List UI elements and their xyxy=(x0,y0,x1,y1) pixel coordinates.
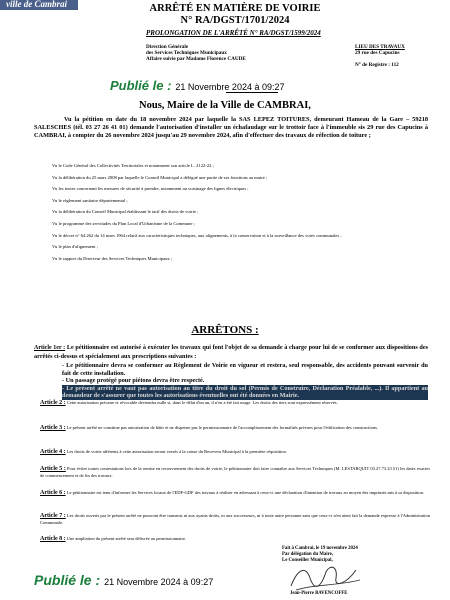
signature-place-date: Fait à Cambrai, le 19 novembre 2024 xyxy=(282,546,358,551)
article-6 xyxy=(40,490,430,497)
article-3 xyxy=(40,425,430,432)
title-line-1: ARRÊTÉ EN MATIÈRE DE VOIRIE xyxy=(149,3,321,14)
published-date-bottom: 21 Novembre 2024 à 09:27 xyxy=(104,577,214,587)
article-1-text: Le pétitionnaire est autorisé à exécuter les travaux qui font l'objet de sa demande à charge pour lui de se conformer aux dispositions des arrêtés ci-dessus et spécialement aux prescriptions suivantes : xyxy=(34,344,429,360)
location-block xyxy=(355,44,450,69)
published-label: Publié le : xyxy=(110,78,172,93)
city-logo-text: ville de Cambrai xyxy=(6,0,67,9)
location-label: LIEU DES TRAVAUX xyxy=(355,44,405,50)
handwritten-signature xyxy=(286,560,366,594)
service-line-3: Affaire suivie par Madame Florence CAUDE xyxy=(146,56,246,63)
vu-item: Vu le programme des servitudes du Plan Local d'Urbanisme de la Commune ; xyxy=(52,220,195,226)
request-paragraph: Vu la pétition en date du 18 novembre 2024 par laquelle la SAS LEPEZ TOITURES, demeurant Hameau de la Gare – 59218 SALESCHES (tél. 03 27 26 41 01) demande l'autorisation d'installer un échafaudage sur le trottoir face à l'immeuble sis 29 rue des Capucins à CAMBRAI, à compter du 26 novembre 2024 jusqu'au 29 novembre 2024, afin d'effectuer des travaux de réfection de toiture ; xyxy=(34,116,428,139)
vu-item: Vu le rapport du Directeur des Services Techniques Municipaux ; xyxy=(52,255,173,261)
article-7 xyxy=(40,513,430,525)
article-4-label: Article 4 : xyxy=(40,449,66,455)
title-line-2: N° RA/DGST/1701/2024 xyxy=(180,15,290,26)
service-block xyxy=(146,44,306,63)
article-4-text: Les droits de voirie afférents à cette autorisation seront versés à la caisse du Receveur Municipal à la première réquisition. xyxy=(66,449,287,454)
arretons-heading: ARRÊTONS : xyxy=(191,324,259,336)
signature-role: Le Conseiller Municipal, xyxy=(282,558,333,564)
vu-item: Vu le règlement sanitaire départemental ; xyxy=(52,197,128,203)
article-2-text: Cette autorisation précaire et révocable deviendra nulle si, dans le délai d'un an, il n'en a été fait usage. Les droits des tiers sont expressément réservés. xyxy=(66,400,338,405)
article-1-item-1: - Le pétitionnaire devra se conformer au Règlement de Voirie en vigueur et restera, seul responsable, des accidents pouvant survenir du fait de cette installation. xyxy=(62,362,428,377)
article-1-label: Article 1er : xyxy=(34,345,66,351)
vu-item: Vu le décret n° 64.262 du 14 mars 1964 relatif aux caractéristiques techniques, aux alignements, à la conservation et à la surveillance des voies communales ; xyxy=(52,232,342,238)
registre-number: N° de Registre : 112 xyxy=(355,62,399,69)
article-3-label: Article 3 : xyxy=(40,425,66,431)
location-value: 29 rue des Capucins xyxy=(355,50,400,57)
vu-item: Vu le Code Général des Collectivités Territoriales et notamment son article L. 2122-22 ; xyxy=(52,163,214,168)
prolongation-subtitle: PROLONGATION DE L'ARRÊTÉ N° RA/DGST/1599/2024 xyxy=(146,29,321,37)
published-date: 21 Novembre 2024 à 09:27 xyxy=(175,82,285,92)
article-6-text: Le pétitionnaire est tenu d'informer les Services locaux de l'EDF-GDF des travaux à réaliser en adressant à ceux-ci une déclaration d'intention de travaux au moyen des imprimés mis à sa disposition. xyxy=(66,490,424,495)
article-5-text: Pour éviter toutes contestations lors de la remise en recouvrement des droits de voirie, le pétitionnaire doit faire connaître aux Services Techniques (M. LESTARQUIT 03.27.73.23.51) les dates exactes de commencement et de fin des travaux. xyxy=(40,466,431,478)
city-logo xyxy=(0,0,78,10)
service-line-2: des Services Techniques Municipaux xyxy=(146,50,227,57)
vu-item: Vu la délibération du Conseil Municipal établissant le tarif des droits de voirie ; xyxy=(52,209,199,215)
service-line-1: Direction Générale xyxy=(146,44,189,50)
article-3-text: Le présent arrêté ne constitue pas autorisation de bâtir et ne dispense pas le permissionnaire de l'accomplissement des formalités prévues pour l'édification des constructions. xyxy=(66,425,379,430)
published-label-bottom: Publié le : xyxy=(34,572,101,588)
article-8 xyxy=(40,536,340,543)
vu-item: Vu les textes concernant les mesures de sécurité à prendre, notamment au voisinage des lignes électriques ; xyxy=(52,186,249,192)
document-title xyxy=(110,3,360,27)
article-7-text: Les droits ouverts par le présent arrêté ne pourront être transmis ni aux ayants droits, ni aux successeurs, ni à toute autre personne sans que ceux-ci n'en aient fait la demande expresse à l'Administration Communale. xyxy=(40,513,430,525)
article-8-label: Article 8 : xyxy=(40,536,66,542)
mayor-heading: Nous, Maire de la Ville de CAMBRAI, xyxy=(139,100,311,111)
vu-list xyxy=(52,163,432,262)
signature-delegation: Par délégation du Maire, xyxy=(282,552,333,558)
article-8-text: Une ampliation du présent arrêté sera délivrée au permissionnaire. xyxy=(66,536,187,541)
article-6-label: Article 6 : xyxy=(40,490,66,496)
vu-item: Vu le plan d'alignement ; xyxy=(52,244,98,250)
divider-line xyxy=(226,92,278,93)
article-5 xyxy=(40,466,430,478)
article-1-item-3: - Le présent arrêté ne vaut pas autorisation au titre du droit du sol (Permis de Construire, Déclaration Préalable, ...). Il appartient au demandeur de s'assurer que toutes les autorisations éventuelles ont été données en Mairie. xyxy=(62,384,428,400)
article-1-item-2: - Un passage protégé pour piétons devra être respecté. xyxy=(62,377,205,385)
article-1 xyxy=(34,344,428,360)
vu-item: Vu la délibération du 25 mars 2008 par laquelle le Conseil Municipal a délégué une partie de ses fonctions au maire ; xyxy=(52,174,268,180)
article-7-label: Article 7 : xyxy=(40,513,66,519)
article-2-label: Article 2 : xyxy=(40,400,66,406)
article-1-items xyxy=(62,362,428,400)
article-2 xyxy=(40,400,430,407)
article-4 xyxy=(40,449,430,456)
article-5-label: Article 5 : xyxy=(40,466,66,472)
signature-name: Jean-Pierre BAVENCOFFE xyxy=(290,591,348,596)
published-stamp-bottom xyxy=(34,572,213,590)
